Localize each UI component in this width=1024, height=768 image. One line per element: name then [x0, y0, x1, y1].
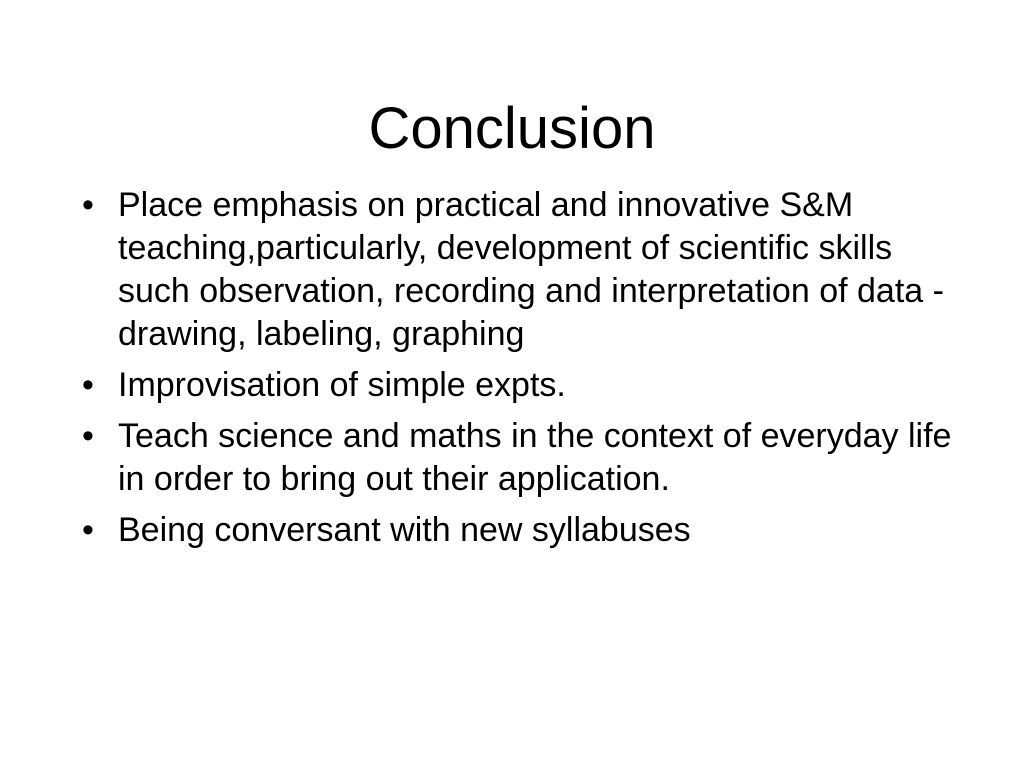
bullet-item [72, 415, 952, 501]
bullet-item [72, 509, 952, 552]
bullet-marker: • [82, 366, 94, 404]
bullet-text: Improvisation of simple expts. [118, 366, 566, 404]
slide-title: Conclusion [368, 96, 656, 161]
bullet-text: Being conversant with new syllabuses [118, 511, 691, 549]
bullet-marker: • [82, 417, 94, 455]
bullet-marker: • [82, 511, 94, 549]
bullet-marker: • [82, 186, 94, 224]
bullet-text: Teach science and maths in the context of everyday life in order to bring out their application. [118, 417, 952, 498]
bullet-item [72, 184, 952, 356]
bullet-list [72, 184, 952, 560]
bullet-text: Place emphasis on practical and innovative S&M teaching,particularly, development of scientific skills such observation, recording and interpretation of data - drawing, labeling, graphing [118, 186, 944, 353]
bullet-item [72, 364, 952, 407]
